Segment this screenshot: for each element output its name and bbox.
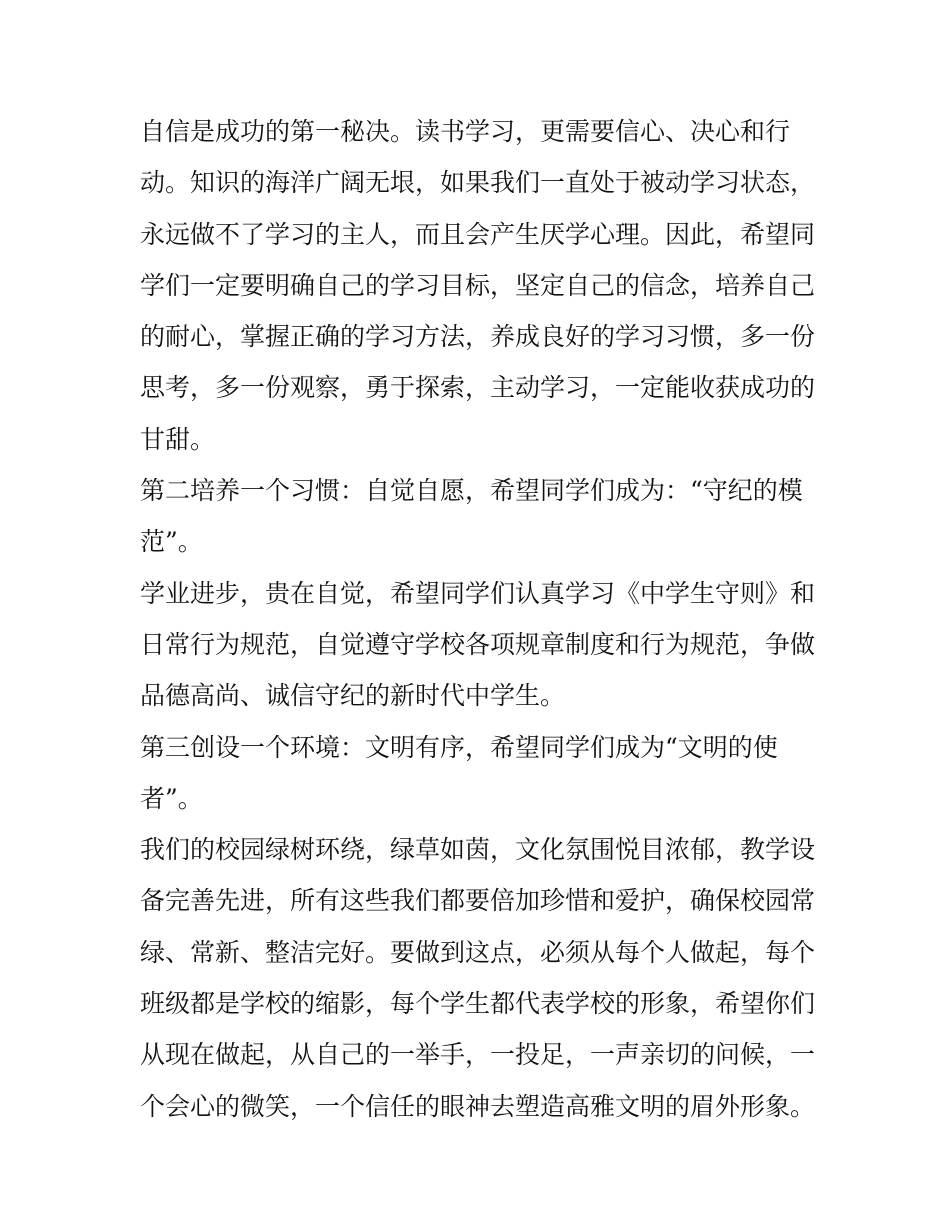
text-line: 备完善先进，所有这些我们都要倍加珍惜和爱护，确保校园常 xyxy=(140,886,816,916)
text-line: 品德高尚、诚信守纪的新时代中学生。 xyxy=(140,681,566,711)
text-line: 动。知识的海洋广阔无垠，如果我们一直处于被动学习状态， xyxy=(140,168,816,198)
text-line: 永远做不了学习的主人，而且会产生厌学心理。因此，希望同 xyxy=(140,219,816,249)
text-line: 的耐心，掌握正确的学习方法，养成良好的学习习惯，多一份 xyxy=(140,322,816,352)
section-heading-line: 者”。 xyxy=(140,783,203,813)
text-line: 我们的校园绿树环绕，绿草如茵，文化氛围悦目浓郁，教学设 xyxy=(140,835,816,865)
document-body xyxy=(140,106,820,1132)
text-line: 绿、常新、整洁完好。要做到这点，必须从每个人做起，每个 xyxy=(140,937,816,967)
section-heading-line: 第二培养一个习惯：自觉自愿，希望同学们成为：“守纪的模 xyxy=(140,476,803,506)
text-line: 学业进步，贵在自觉，希望同学们认真学习《中学生守则》和 xyxy=(140,578,816,608)
text-line: 日常行为规范，自觉遵守学校各项规章制度和行为规范，争做 xyxy=(140,629,816,659)
section-heading-line: 第三创设一个环境：文明有序，希望同学们成为“文明的使 xyxy=(140,732,778,762)
text-line: 个会心的微笑，一个信任的眼神去塑造高雅文明的眉外形象。 xyxy=(140,1091,816,1121)
text-line: 班级都是学校的缩影，每个学生都代表学校的形象，希望你们 xyxy=(140,989,816,1019)
text-line: 学们一定要明确自己的学习目标，坚定自己的信念，培养自己 xyxy=(140,270,816,300)
text-line: 思考，多一份观察，勇于探索，主动学习，一定能收获成功的 xyxy=(140,373,816,403)
text-line: 甘甜。 xyxy=(140,424,216,454)
section-heading-line: 范”。 xyxy=(140,527,203,557)
text-line: 从现在做起，从自己的一举手，一投足，一声亲切的问候，一 xyxy=(140,1040,816,1070)
text-line: 自信是成功的第一秘决。读书学习，更需要信心、决心和行 xyxy=(140,117,791,146)
